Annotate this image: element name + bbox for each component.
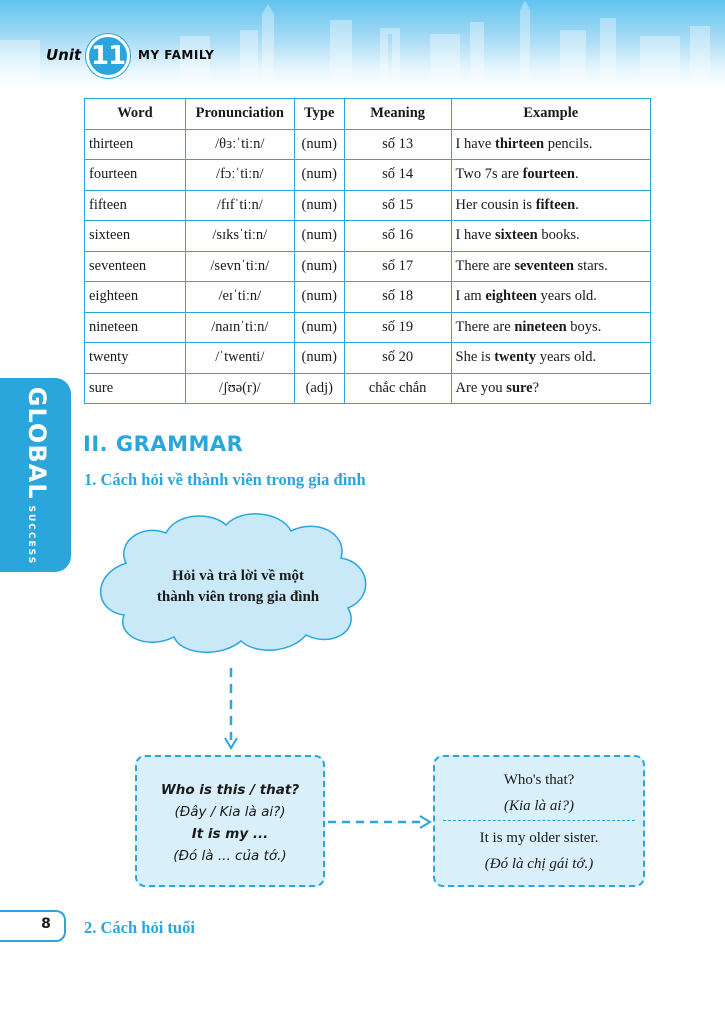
cell-example: I am eighteen years old. xyxy=(451,282,650,313)
structure-box xyxy=(135,755,325,887)
cloud-text xyxy=(118,566,358,608)
unit-label: Unit xyxy=(46,46,82,64)
cell-pronunciation: /sevnˈtiːn/ xyxy=(185,251,294,282)
cell-type: (num) xyxy=(294,251,344,282)
cell-example: Are you sure? xyxy=(451,373,650,404)
cell-meaning: số 19 xyxy=(344,312,451,343)
down-arrow-head xyxy=(225,738,237,748)
example-answer: It is my older sister. xyxy=(479,830,599,846)
cell-word: seventeen xyxy=(85,251,186,282)
vocabulary-table xyxy=(84,98,651,404)
cell-example: Her cousin is fifteen. xyxy=(451,190,650,221)
table-row xyxy=(85,160,651,191)
cell-type: (num) xyxy=(294,160,344,191)
example-question-translation: (Kia là ai?) xyxy=(504,798,574,814)
example-answer-translation: (Đó là chị gái tớ.) xyxy=(484,856,594,872)
header-word: Word xyxy=(85,99,186,130)
cell-meaning: số 20 xyxy=(344,343,451,374)
unit-number-badge: 11 xyxy=(86,34,130,78)
cell-type: (num) xyxy=(294,343,344,374)
cell-type: (num) xyxy=(294,221,344,252)
cell-meaning: số 14 xyxy=(344,160,451,191)
cell-pronunciation: /eɪˈtiːn/ xyxy=(185,282,294,313)
table-row xyxy=(85,129,651,160)
table-row xyxy=(85,373,651,404)
section1-heading: 1. Cách hỏi về thành viên trong gia đình xyxy=(84,470,366,489)
section2-heading: 2. Cách hỏi tuổi xyxy=(84,918,195,937)
cell-meaning: số 16 xyxy=(344,221,451,252)
structure-question: Who is this / that? xyxy=(160,782,300,798)
page-header xyxy=(0,0,725,88)
cell-type: (num) xyxy=(294,282,344,313)
structure-question-translation: (Đây / Kia là ai?) xyxy=(174,804,286,820)
cell-example: I have thirteen pencils. xyxy=(451,129,650,160)
page-number: 8 xyxy=(41,916,51,932)
structure-answer: It is my ... xyxy=(191,826,269,842)
cell-pronunciation: /ˈtwenti/ xyxy=(185,343,294,374)
right-arrow-head xyxy=(420,816,430,828)
table-header-row xyxy=(85,99,651,130)
cell-pronunciation: /ʃʊə(r)/ xyxy=(185,373,294,404)
cell-meaning: số 18 xyxy=(344,282,451,313)
example-divider xyxy=(443,820,635,821)
cell-example: There are seventeen stars. xyxy=(451,251,650,282)
header-type: Type xyxy=(294,99,344,130)
table-row xyxy=(85,221,651,252)
example-question: Who's that? xyxy=(503,772,575,788)
unit-title: MY FAMILY xyxy=(138,48,215,62)
cell-meaning: số 13 xyxy=(344,129,451,160)
cell-example: I have sixteen books. xyxy=(451,221,650,252)
cell-example: She is twenty years old. xyxy=(451,343,650,374)
cell-word: sixteen xyxy=(85,221,186,252)
table-row xyxy=(85,190,651,221)
brand-sub: SUCCESS xyxy=(26,505,37,566)
cell-word: eighteen xyxy=(85,282,186,313)
table-row xyxy=(85,251,651,282)
cloud-line-2: thành viên trong gia đình xyxy=(156,589,320,605)
cell-type: (num) xyxy=(294,190,344,221)
cell-pronunciation: /θɜːˈtiːn/ xyxy=(185,129,294,160)
cell-pronunciation: /sɪksˈtiːn/ xyxy=(185,221,294,252)
cell-type: (num) xyxy=(294,312,344,343)
cell-word: nineteen xyxy=(85,312,186,343)
table-row xyxy=(85,312,651,343)
cell-pronunciation: /fɪfˈtiːn/ xyxy=(185,190,294,221)
table-row xyxy=(85,343,651,374)
brand-logo xyxy=(10,388,64,564)
cell-pronunciation: /fɔːˈtiːn/ xyxy=(185,160,294,191)
table-row xyxy=(85,282,651,313)
brand-main: GLOBAL xyxy=(23,386,52,500)
cell-type: (adj) xyxy=(294,373,344,404)
cell-meaning: số 15 xyxy=(344,190,451,221)
header-meaning: Meaning xyxy=(344,99,451,130)
cell-word: fifteen xyxy=(85,190,186,221)
cell-meaning: chắc chắn xyxy=(344,373,451,404)
cell-meaning: số 17 xyxy=(344,251,451,282)
structure-answer-translation: (Đó là ... của tớ.) xyxy=(173,848,287,864)
cell-word: fourteen xyxy=(85,160,186,191)
cell-example: Two 7s are fourteen. xyxy=(451,160,650,191)
cell-word: sure xyxy=(85,373,186,404)
cell-word: thirteen xyxy=(85,129,186,160)
cell-example: There are nineteen boys. xyxy=(451,312,650,343)
table-body xyxy=(85,129,651,404)
cell-word: twenty xyxy=(85,343,186,374)
header-pronunciation: Pronunciation xyxy=(185,99,294,130)
cloud-line-1: Hỏi và trả lời về một xyxy=(171,568,305,584)
example-box xyxy=(433,755,645,887)
cell-pronunciation: /naɪnˈtiːn/ xyxy=(185,312,294,343)
header-example: Example xyxy=(451,99,650,130)
grammar-heading: II. GRAMMAR xyxy=(83,432,244,456)
cell-type: (num) xyxy=(294,129,344,160)
